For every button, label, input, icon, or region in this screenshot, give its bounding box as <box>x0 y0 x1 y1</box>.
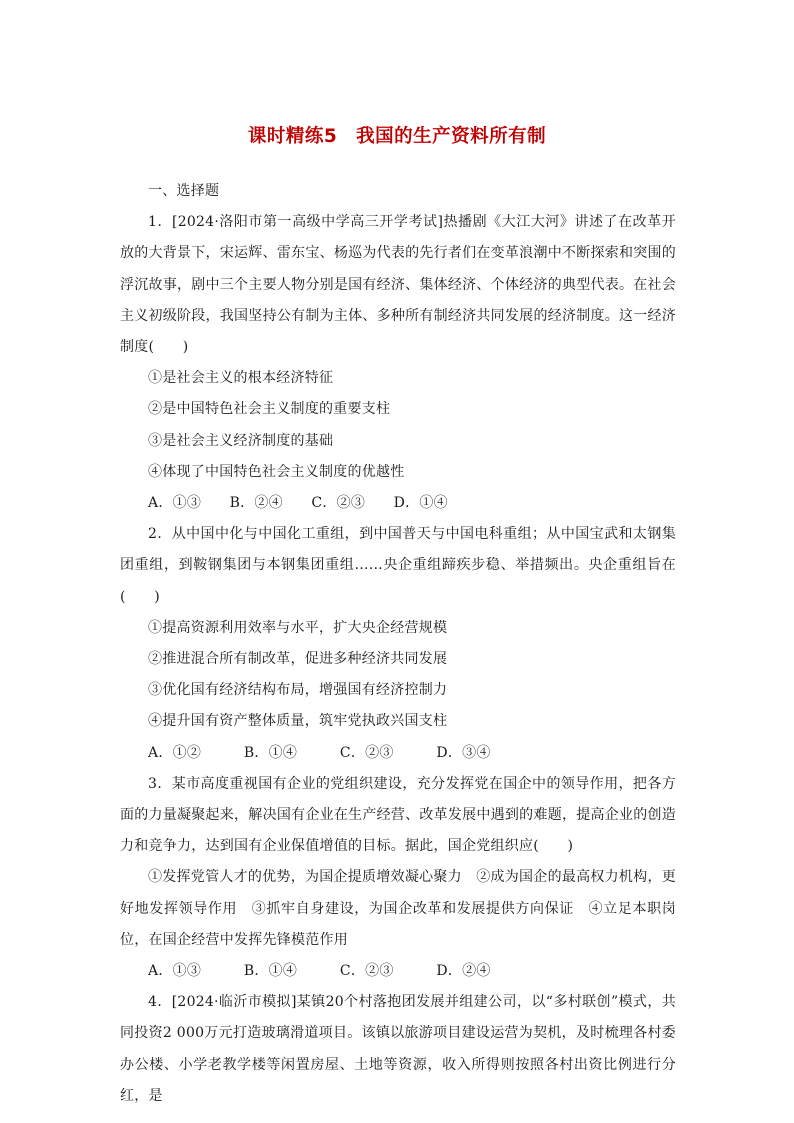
question-content <box>120 176 676 1112</box>
question-stem: 3．某市高度重视国有企业的党组织建设，充分发挥党在国企中的领导作用，把各方面的力量凝聚起来，解决国有企业在生产经营、改革发展中遇到的难题，提高企业的创造力和竞争力，达到国有企业保值增值的目标。据此，国企党组织应( ) <box>120 775 676 855</box>
question-option: ④体现了中国特色社会主义制度的优越性 <box>148 463 405 480</box>
page-title: 课时精练5 我国的生产资料所有制 <box>247 126 547 147</box>
section-heading: 一、选择题 <box>148 183 220 199</box>
question-option: ②是中国特色社会主义制度的重要支柱 <box>148 401 391 418</box>
answer-choices: A．①③ B．②④ C．②③ D．①④ <box>148 495 448 512</box>
question-option: ③优化国有经济结构布局，增强国有经济控制力 <box>148 682 448 699</box>
question-option: ④提升国有资产整体质量，筑牢党执政兴国支柱 <box>148 713 448 730</box>
question-option: ②推进混合所有制改革，促进多种经济共同发展 <box>148 651 448 668</box>
question-option: ①是社会主义的根本经济特征 <box>148 370 334 387</box>
answer-choices: A．①③ B．①④ C．②③ D．②④ <box>148 963 491 980</box>
question-stem: 2．从中国中化与中国化工重组，到中国普天与中国电科重组；从中国宝武和太钢集团重组，到鞍钢集团与本钢集团重组……央企重组蹄疾步稳、举措频出。央企重组旨在( ) <box>120 526 676 605</box>
question-option: ①提高资源利用效率与水平，扩大央企经营规模 <box>148 619 448 636</box>
question-stem: 4．[2024·临沂市模拟]某镇20个村落抱团发展并组建公司，以“多村联创”模式，共同投资2 000万元打造玻璃滑道项目。该镇以旅游项目建设运营为契机，及时梳理各村委办公楼、小学老教学楼等闲置房屋、土地等资源，收入所得则按照各村出资比例进行分红，是 <box>120 994 676 1104</box>
question-option: ③是社会主义经济制度的基础 <box>148 432 334 449</box>
answer-choices: A．①② B．①④ C．②③ D．③④ <box>148 744 491 761</box>
question-options-paragraph: ①发挥党管人才的优势，为国企提质增效凝心聚力 ②成为国企的最高权力机构，更好地发挥领导作用 ③抓牢自身建设，为国企改革和发展提供方向保证 ④立足本职岗位，在国企经营中发挥先锋模范作用 <box>120 869 676 948</box>
question-stem: 1．[2024·洛阳市第一高级中学高三开学考试]热播剧《大江大河》讲述了在改革开放的大背景下，宋运辉、雷东宝、杨巡为代表的先行者们在变革浪潮中不断探索和突围的浮沉故事，剧中三个主要人物分别是国有经济、集体经济、个体经济的典型代表。在社会主义初级阶段，我国坚持公有制为主体、多种所有制经济共同发展的经济制度。这一经济制度( ) <box>120 214 676 356</box>
